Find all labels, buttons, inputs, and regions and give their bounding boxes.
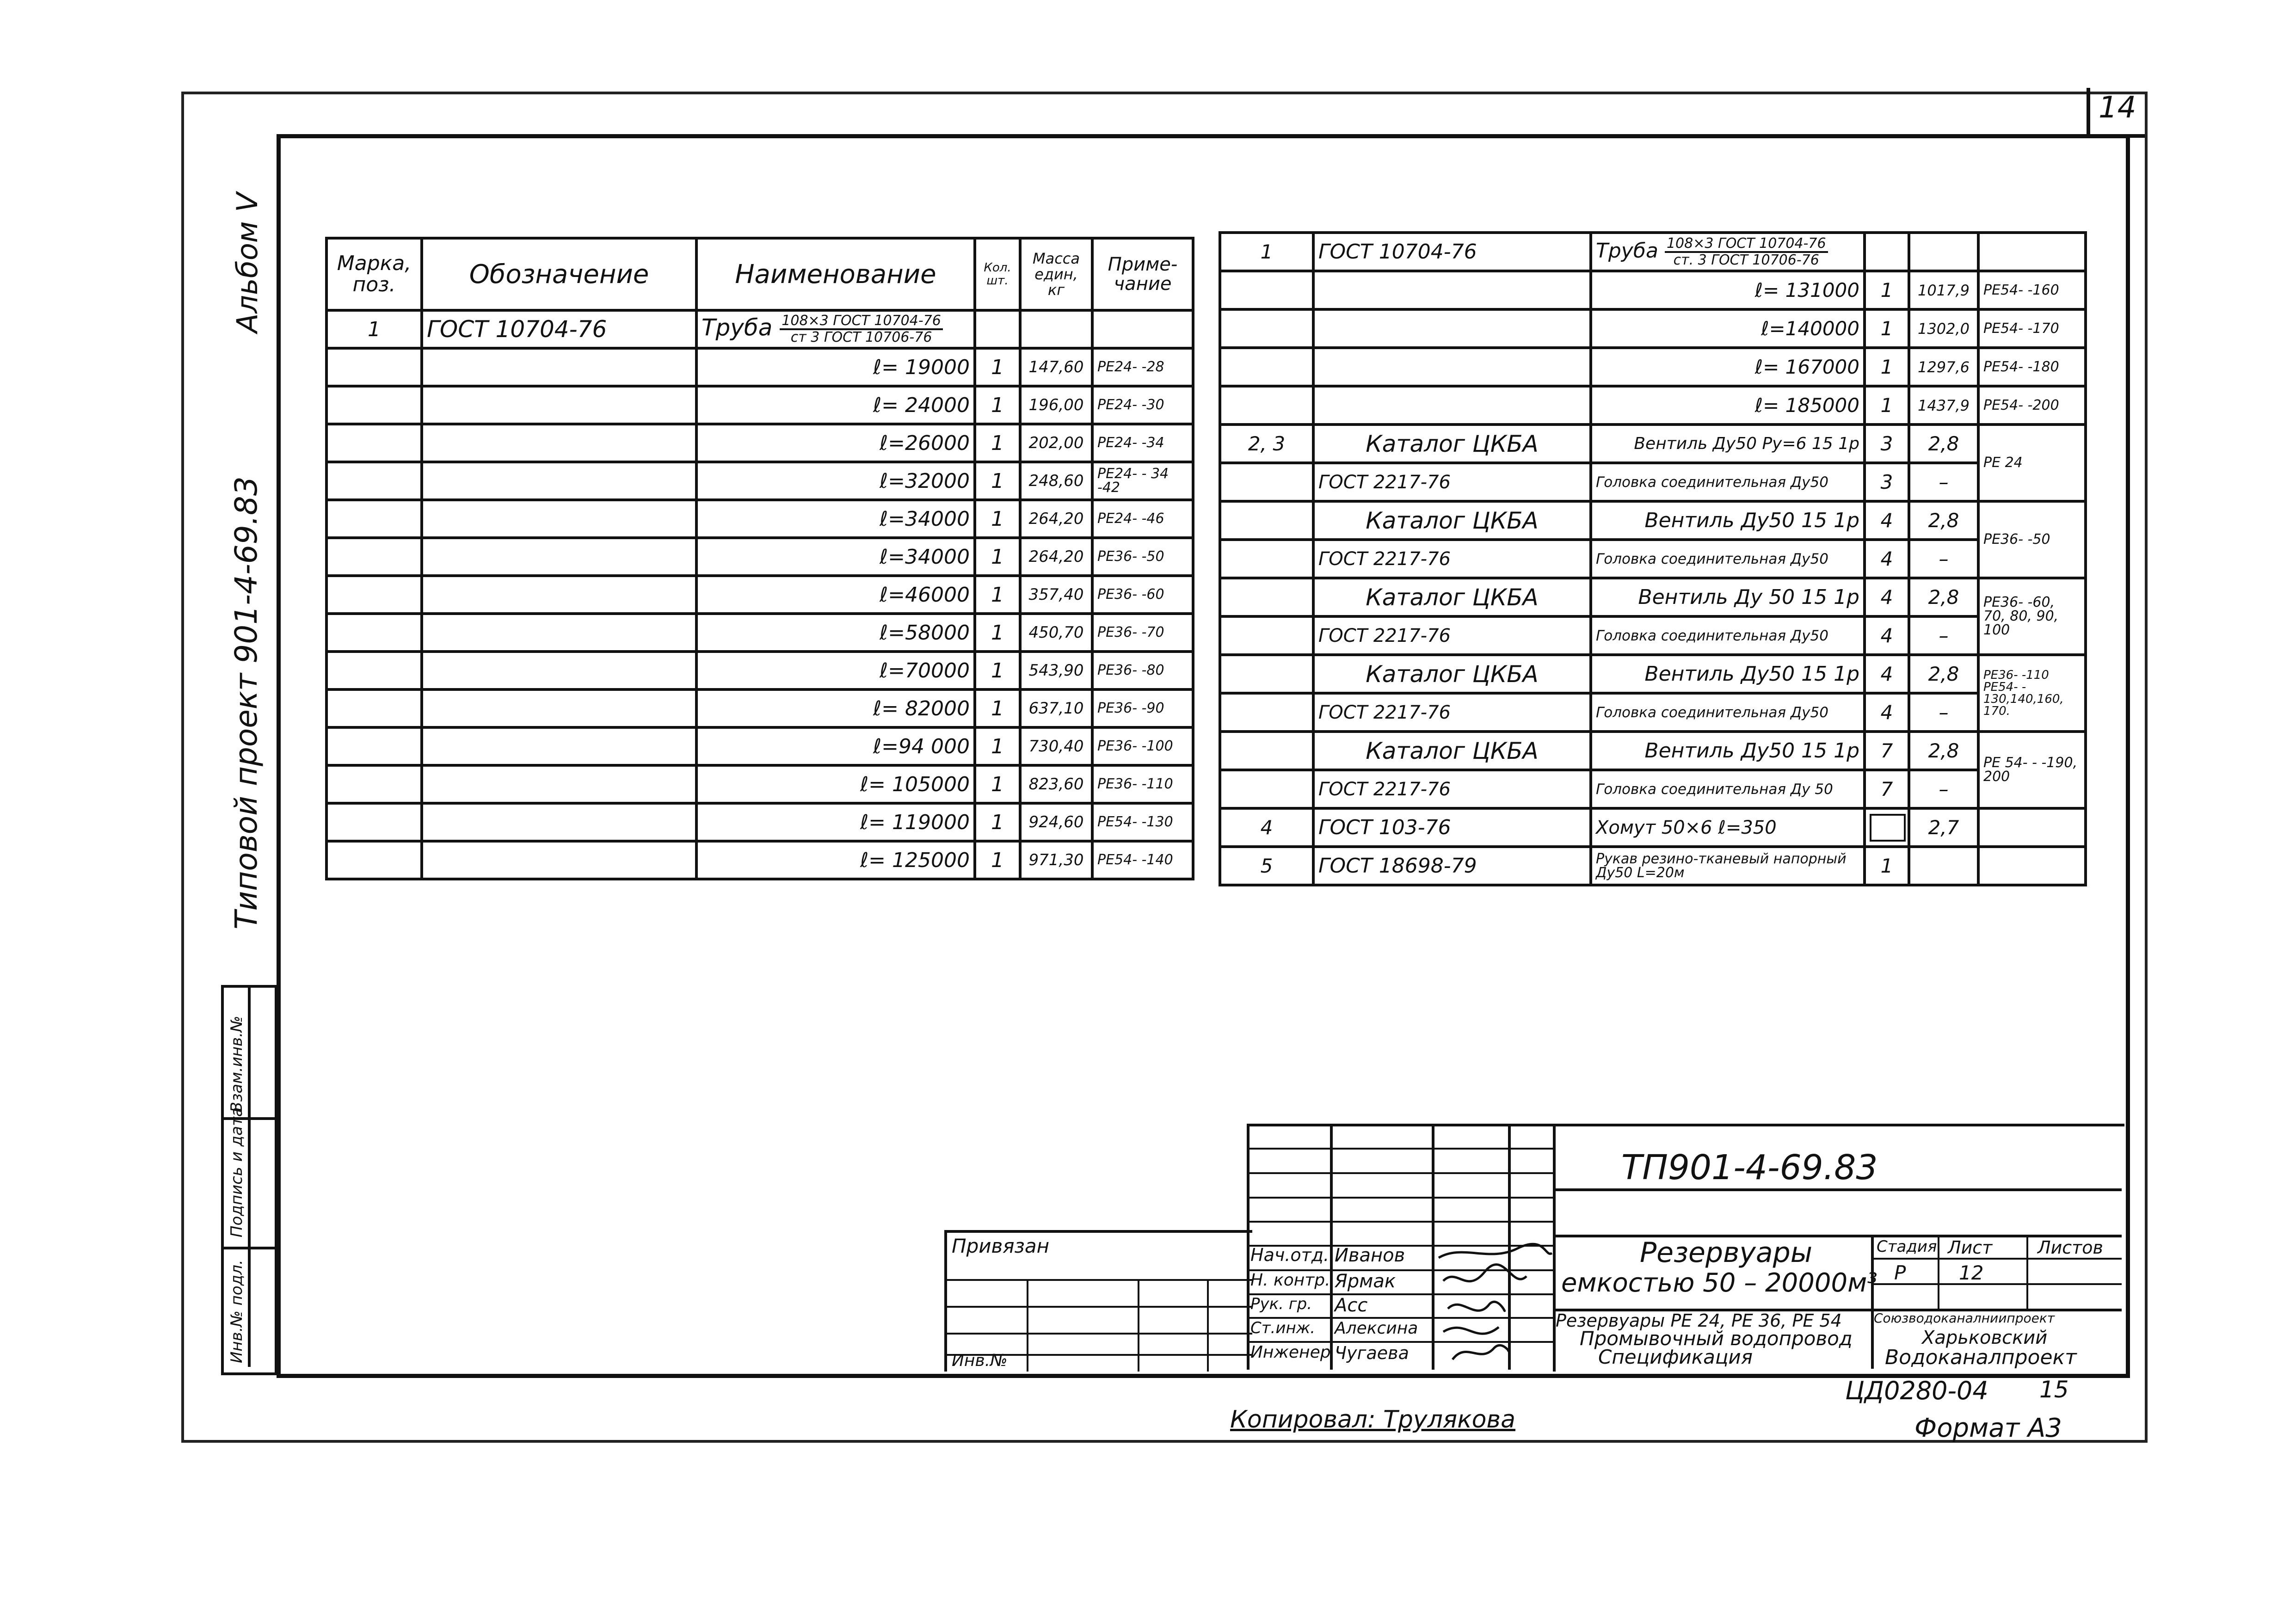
table-row: ℓ=140000 1 1302,0 РЕ54- -170 [1220,309,2086,348]
row-name-main: Труба [702,314,773,341]
row-mark: 1 [326,310,422,348]
project-side-label: Типовой проект 901-4-69.83 [228,476,264,929]
side-stamp [221,985,277,1375]
role-name-0: Иванов [1335,1245,1405,1266]
sheet-title-1: Резервуары РЕ 24, РЕ 36, РЕ 54 [1556,1310,1842,1331]
row-designation: ГОСТ 10704-76 [422,310,696,348]
role-name-3: Алексина [1335,1319,1418,1338]
corner-number: 14 [2099,91,2136,125]
col-mark-header: Марка, поз. [326,238,422,310]
side-stamp-sign: Подпись и дата [228,1107,246,1237]
side-stamp-inv: Инв.№ подл. [228,1260,246,1363]
title-block [1247,1124,2122,1370]
col-mass-header: Масса един, кг [1020,238,1092,310]
table-row: ℓ=94 000 1 730,40 РЕ36- -100 [326,727,1193,765]
object-title-1: Резервуары [1640,1236,1813,1269]
left-table-header [326,238,1193,310]
table-row: ℓ= 125000 1 971,30 РЕ54- -140 [326,841,1193,879]
role-1: Н. контр. [1250,1271,1330,1290]
col-sheet: Лист [1948,1237,1993,1258]
col-stage: Стадия [1877,1237,1937,1256]
side-stamp-vzam: Взам.инв.№ [228,1015,246,1113]
table-row: ℓ= 119000 1 924,60 РЕ54- -130 [326,803,1193,841]
row-name: Труба $\frac{\text{108×3 ГОСТ 10704-76}}{\text{ст. 3 ГОСТ 10706-76}}$ [1591,233,1865,271]
role-name-2: Асс [1335,1295,1368,1316]
role-3: Ст.инж. [1250,1319,1316,1337]
table-row: ГОСТ 2217-76 Головка соединительная Ду50 4 – [1220,540,2086,578]
org-2: Харьковский [1922,1327,2048,1348]
table-row: ℓ=26000 1 202,00 РЕ24- -34 [326,424,1193,462]
col-sheets: Листов [2037,1237,2103,1258]
role-4: Инженер [1250,1343,1331,1362]
col-designation-header: Обозначение [422,238,696,310]
role-2: Рук. гр. [1250,1295,1312,1313]
sheet-number: 12 [1959,1261,1984,1284]
table-row: 2, 3 Каталог ЦКБА Вентиль Ду50 Ру=6 15 1р 3 2,8 РЕ 24 [1220,424,2086,463]
table-row: 5 ГОСТ 18698-79 Рукав резино-тканевый напорный Ду50 L=20м 1 [1220,847,2086,885]
org-1: Союзводоканалниипроект [1874,1310,2055,1326]
inv-no-label: Инв.№ [952,1351,1008,1370]
sheet-title-2: Промывочный водопровод [1580,1327,1853,1350]
table-row: ℓ= 185000 1 1437,9 РЕ54- -200 [1220,386,2086,424]
privyazan-block [944,1230,1252,1372]
doc-code: ТП901-4-69.83 [1621,1148,1878,1187]
table-row: ℓ= 105000 1 823,60 РЕ36- -110 [326,765,1193,803]
table-row: ГОСТ 2217-76 Головка соединительная Ду50 4 – [1220,616,2086,655]
privyazan-label: Привязан [952,1235,1050,1257]
table-row: ℓ= 167000 1 1297,6 РЕ54- -180 [1220,348,2086,386]
object-title-2: емкостью 50 – 20000м³ [1561,1268,1877,1298]
table-row: ℓ=34000 1 264,20 РЕ36- -50 [326,538,1193,576]
row-name [696,310,975,348]
copied-by: Копировал: Трулякова [1230,1406,1515,1433]
col-note-header: Приме- чание [1092,238,1193,310]
role-name-1: Ярмак [1335,1271,1396,1292]
bottom-code: ЦД0280-04 [1845,1376,1988,1405]
empty-qty-box [1870,814,1906,842]
table-row [326,310,1193,348]
table-row: ℓ=58000 1 450,70 РЕ36- -70 [326,614,1193,652]
table-row: ℓ=34000 1 264,20 РЕ24- -46 [326,500,1193,538]
col-qty-header: Кол. шт. [975,238,1020,310]
table-row: ℓ= 19000 1 147,60 РЕ24- -28 [326,348,1193,386]
table-row: Каталог ЦКБА Вентиль Ду50 15 1р 7 2,8 РЕ 54- - -190, 200 [1220,732,2086,770]
table-row: ℓ= 24000 1 196,00 РЕ24- -30 [326,386,1193,424]
sheet-title-3: Спецификация [1598,1346,1753,1368]
table-row: ГОСТ 2217-76 Головка соединительная Ду 50 7 – [1220,770,2086,808]
table-row: ℓ=70000 1 543,90 РЕ36- -80 [326,652,1193,689]
table-row: Каталог ЦКБА Вентиль Ду50 15 1р 4 2,8 РЕ36- -50 [1220,501,2086,540]
col-name-header: Наименование [696,238,975,310]
album-label: Альбом V [230,192,264,333]
bottom-code-number: 15 [2039,1376,2069,1403]
table-row: 1 ГОСТ 10704-76 Труба $\frac{\text{108×3 ГОСТ 10704-76}}{\text{ст. 3 ГОСТ 10706-76}}$ [1220,233,2086,271]
row-name-fraction: $\frac{\text{108×3 ГОСТ 10704-76}}{\text{ст 3 ГОСТ 10706-76}}$ [780,314,943,345]
org-3: Водоканалпроект [1885,1346,2077,1369]
table-row: ℓ= 82000 1 637,10 РЕ36- -90 [326,689,1193,727]
role-name-4: Чугаева [1335,1343,1409,1363]
table-row: ℓ=46000 1 357,40 РЕ36- -60 [326,576,1193,614]
table-row: ℓ= 131000 1 1017,9 РЕ54- -160 [1220,271,2086,309]
table-row: ГОСТ 2217-76 Головка соединительная Ду50 4 – [1220,693,2086,732]
table-row: ℓ=32000 1 248,60 РЕ24- - 34 -42 [326,462,1193,500]
format-label: Формат А3 [1914,1413,2062,1443]
table-row: 4 ГОСТ 103-76 Хомут 50×6 ℓ=350 2,7 [1220,808,2086,847]
table-row: Каталог ЦКБА Вентиль Ду50 15 1р 4 2,8 РЕ36- -110 РЕ54- - 130,140,160, 170. [1220,655,2086,693]
row-name-fraction: $\frac{\text{108×3 ГОСТ 10704-76}}{\text{ст. 3 ГОСТ 10706-76}}$ [1665,236,1828,268]
right-spec-table [1219,231,2087,886]
table-row: Каталог ЦКБА Вентиль Ду 50 15 1р 4 2,8 РЕ36- -60, 70, 80, 90, 100 [1220,578,2086,616]
role-0: Нач.отд. [1250,1245,1330,1265]
left-spec-table [325,237,1194,880]
signatures [1434,1239,1554,1369]
stage-value: Р [1894,1261,1906,1284]
table-row: ГОСТ 2217-76 Головка соединительная Ду50 3 – [1220,463,2086,501]
